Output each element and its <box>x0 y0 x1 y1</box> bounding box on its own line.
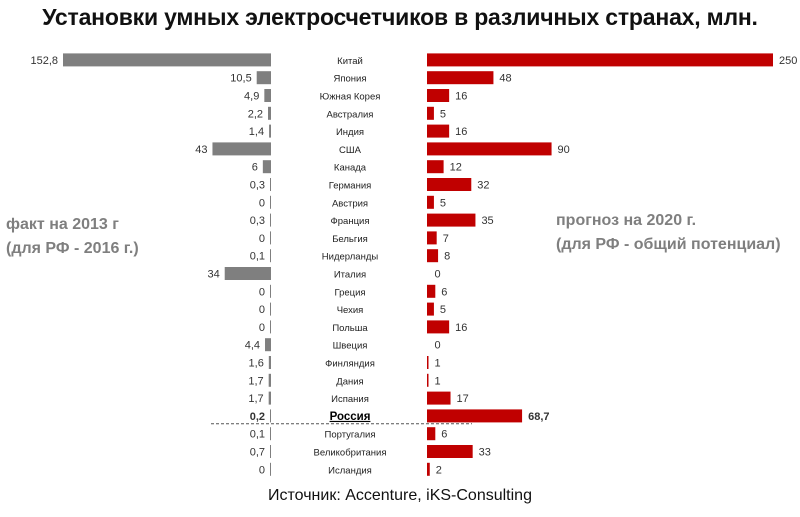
fact-value-label: 0,3 <box>249 179 265 192</box>
forecast-bar <box>427 142 552 155</box>
fact-value-label: 2,2 <box>247 108 264 121</box>
fact-value-label: 0,3 <box>249 215 265 228</box>
fact-value-label: 0 <box>258 197 265 210</box>
fact-bar <box>212 142 271 155</box>
fact-value-label: 1,4 <box>248 126 265 139</box>
forecast-bar <box>427 409 522 422</box>
forecast-value-label: 5 <box>439 304 447 317</box>
forecast-value-label: 250 <box>779 54 798 67</box>
category-label: Греция <box>334 287 366 299</box>
fact-bar <box>225 267 271 280</box>
fact-value-label: 1,7 <box>248 375 264 388</box>
fact-bar <box>270 303 271 316</box>
fact-bar <box>264 89 271 102</box>
forecast-value-label: 12 <box>449 161 462 174</box>
forecast-bar <box>427 71 493 84</box>
forecast-value-label: 17 <box>456 393 469 406</box>
forecast-value-label: 1 <box>434 357 441 370</box>
fact-bar <box>270 285 271 298</box>
fact-value-label: 0 <box>258 232 265 245</box>
category-label: Великобритания <box>313 447 387 459</box>
forecast-value-label: 6 <box>441 286 448 299</box>
fact-bar <box>263 160 271 173</box>
forecast-value-label: 2 <box>435 464 442 477</box>
category-label: Финляндия <box>325 358 375 370</box>
fact-bar <box>265 338 271 351</box>
forecast-value-label: 6 <box>441 428 448 441</box>
category-label: Канада <box>333 162 367 174</box>
fact-bar <box>270 196 271 209</box>
forecast-value-label: 35 <box>481 215 494 228</box>
fact-value-label: 0 <box>258 464 265 477</box>
forecast-bar <box>427 463 430 476</box>
fact-value-label: 43 <box>195 143 208 156</box>
forecast-value-label: 16 <box>455 126 468 139</box>
fact-value-label: 0 <box>258 286 265 299</box>
forecast-bar <box>427 320 449 333</box>
category-label: Индия <box>335 127 365 139</box>
left-note-line2: (для РФ - 2016 г.) <box>6 240 139 257</box>
category-label: Польша <box>332 322 368 334</box>
forecast-value-label: 33 <box>478 446 491 459</box>
fact-bar <box>270 320 271 333</box>
forecast-value-label: 5 <box>439 108 447 121</box>
category-label: Германия <box>328 180 372 192</box>
fact-value-label: 4,9 <box>244 90 260 103</box>
forecast-bar <box>427 392 451 405</box>
forecast-value-label: 16 <box>455 321 468 334</box>
forecast-bar <box>427 231 437 244</box>
chart-title: Установки умных электросчетчиков в различных странах, млн. <box>42 4 758 30</box>
fact-bar <box>270 249 271 262</box>
fact-value-label: 0,1 <box>249 428 265 441</box>
right-note-line2: (для РФ - общий потенциал) <box>556 236 781 253</box>
fact-value-label: 1,6 <box>248 357 264 370</box>
forecast-bar <box>427 445 473 458</box>
fact-value-label: 10,5 <box>230 72 252 85</box>
forecast-bar <box>427 214 475 227</box>
source-note: Источник: Accenture, iKS-Consulting <box>268 487 532 504</box>
forecast-value-label: 0 <box>434 268 441 281</box>
fact-bar <box>269 374 271 387</box>
fact-value-label: 0 <box>258 321 265 334</box>
category-label: Исландия <box>328 465 372 477</box>
category-label: Австрия <box>331 198 369 210</box>
category-label: Россия <box>329 410 371 423</box>
forecast-bar <box>427 196 434 209</box>
forecast-value-label: 48 <box>499 72 512 85</box>
category-label: Бельгия <box>332 233 368 245</box>
forecast-bar <box>427 89 449 102</box>
category-label: Южная Корея <box>319 91 381 103</box>
category-label: Швеция <box>332 340 368 352</box>
category-label: Дания <box>336 376 364 388</box>
category-label: Чехия <box>336 305 364 317</box>
right-note-line1: прогноз на 2020 г. <box>556 212 697 229</box>
fact-value-label: 0,1 <box>249 250 265 263</box>
forecast-bar <box>427 249 438 262</box>
forecast-bar <box>427 53 773 66</box>
forecast-bar <box>427 356 429 369</box>
category-label: Португалия <box>324 429 376 441</box>
forecast-value-label: 16 <box>455 90 468 103</box>
fact-value-label: 34 <box>207 268 220 281</box>
fact-value-label: 0,7 <box>249 446 265 459</box>
forecast-value-label: 0 <box>434 339 441 352</box>
fact-value-label: 6 <box>251 161 258 174</box>
forecast-value-label: 8 <box>444 250 451 263</box>
forecast-value-label: 5 <box>439 197 447 210</box>
fact-bar <box>270 445 271 458</box>
category-label: Австралия <box>326 109 374 121</box>
fact-bar <box>270 214 271 227</box>
fact-bar <box>270 231 271 244</box>
fact-value-label: 152,8 <box>30 54 58 67</box>
forecast-bar <box>427 427 435 440</box>
forecast-value-label: 90 <box>557 143 570 156</box>
forecast-bar <box>427 303 434 316</box>
category-label: Нидерланды <box>321 251 379 263</box>
category-label: Китай <box>337 55 363 67</box>
fact-bar <box>269 125 271 138</box>
forecast-value-label: 1 <box>434 375 441 388</box>
category-label: Испания <box>331 394 369 406</box>
forecast-bar <box>427 107 434 120</box>
forecast-bar <box>427 125 449 138</box>
category-label: Япония <box>333 73 367 85</box>
forecast-bar <box>427 178 471 191</box>
fact-value-label: 0,2 <box>249 410 265 423</box>
fact-value-label: 4,4 <box>244 339 261 352</box>
forecast-value-label: 32 <box>477 179 490 192</box>
fact-bar <box>63 53 271 66</box>
fact-bar <box>270 409 271 422</box>
fact-bar <box>270 463 271 476</box>
fact-value-label: 1,7 <box>248 393 264 406</box>
fact-bar <box>269 356 271 369</box>
fact-value-label: 0 <box>258 304 265 317</box>
forecast-value-label: 7 <box>442 232 449 245</box>
category-label: Франция <box>330 216 370 228</box>
fact-bar <box>270 178 271 191</box>
left-note-line1: факт на 2013 г <box>6 216 119 233</box>
category-label: Италия <box>333 269 367 281</box>
forecast-bar <box>427 285 435 298</box>
forecast-bar <box>427 160 444 173</box>
forecast-value-label: 68,7 <box>528 410 550 423</box>
category-label: США <box>339 144 361 156</box>
fact-bar <box>257 71 271 84</box>
fact-bar <box>269 392 271 405</box>
fact-bar <box>270 427 271 440</box>
fact-bar <box>268 107 271 120</box>
forecast-bar <box>427 374 429 387</box>
